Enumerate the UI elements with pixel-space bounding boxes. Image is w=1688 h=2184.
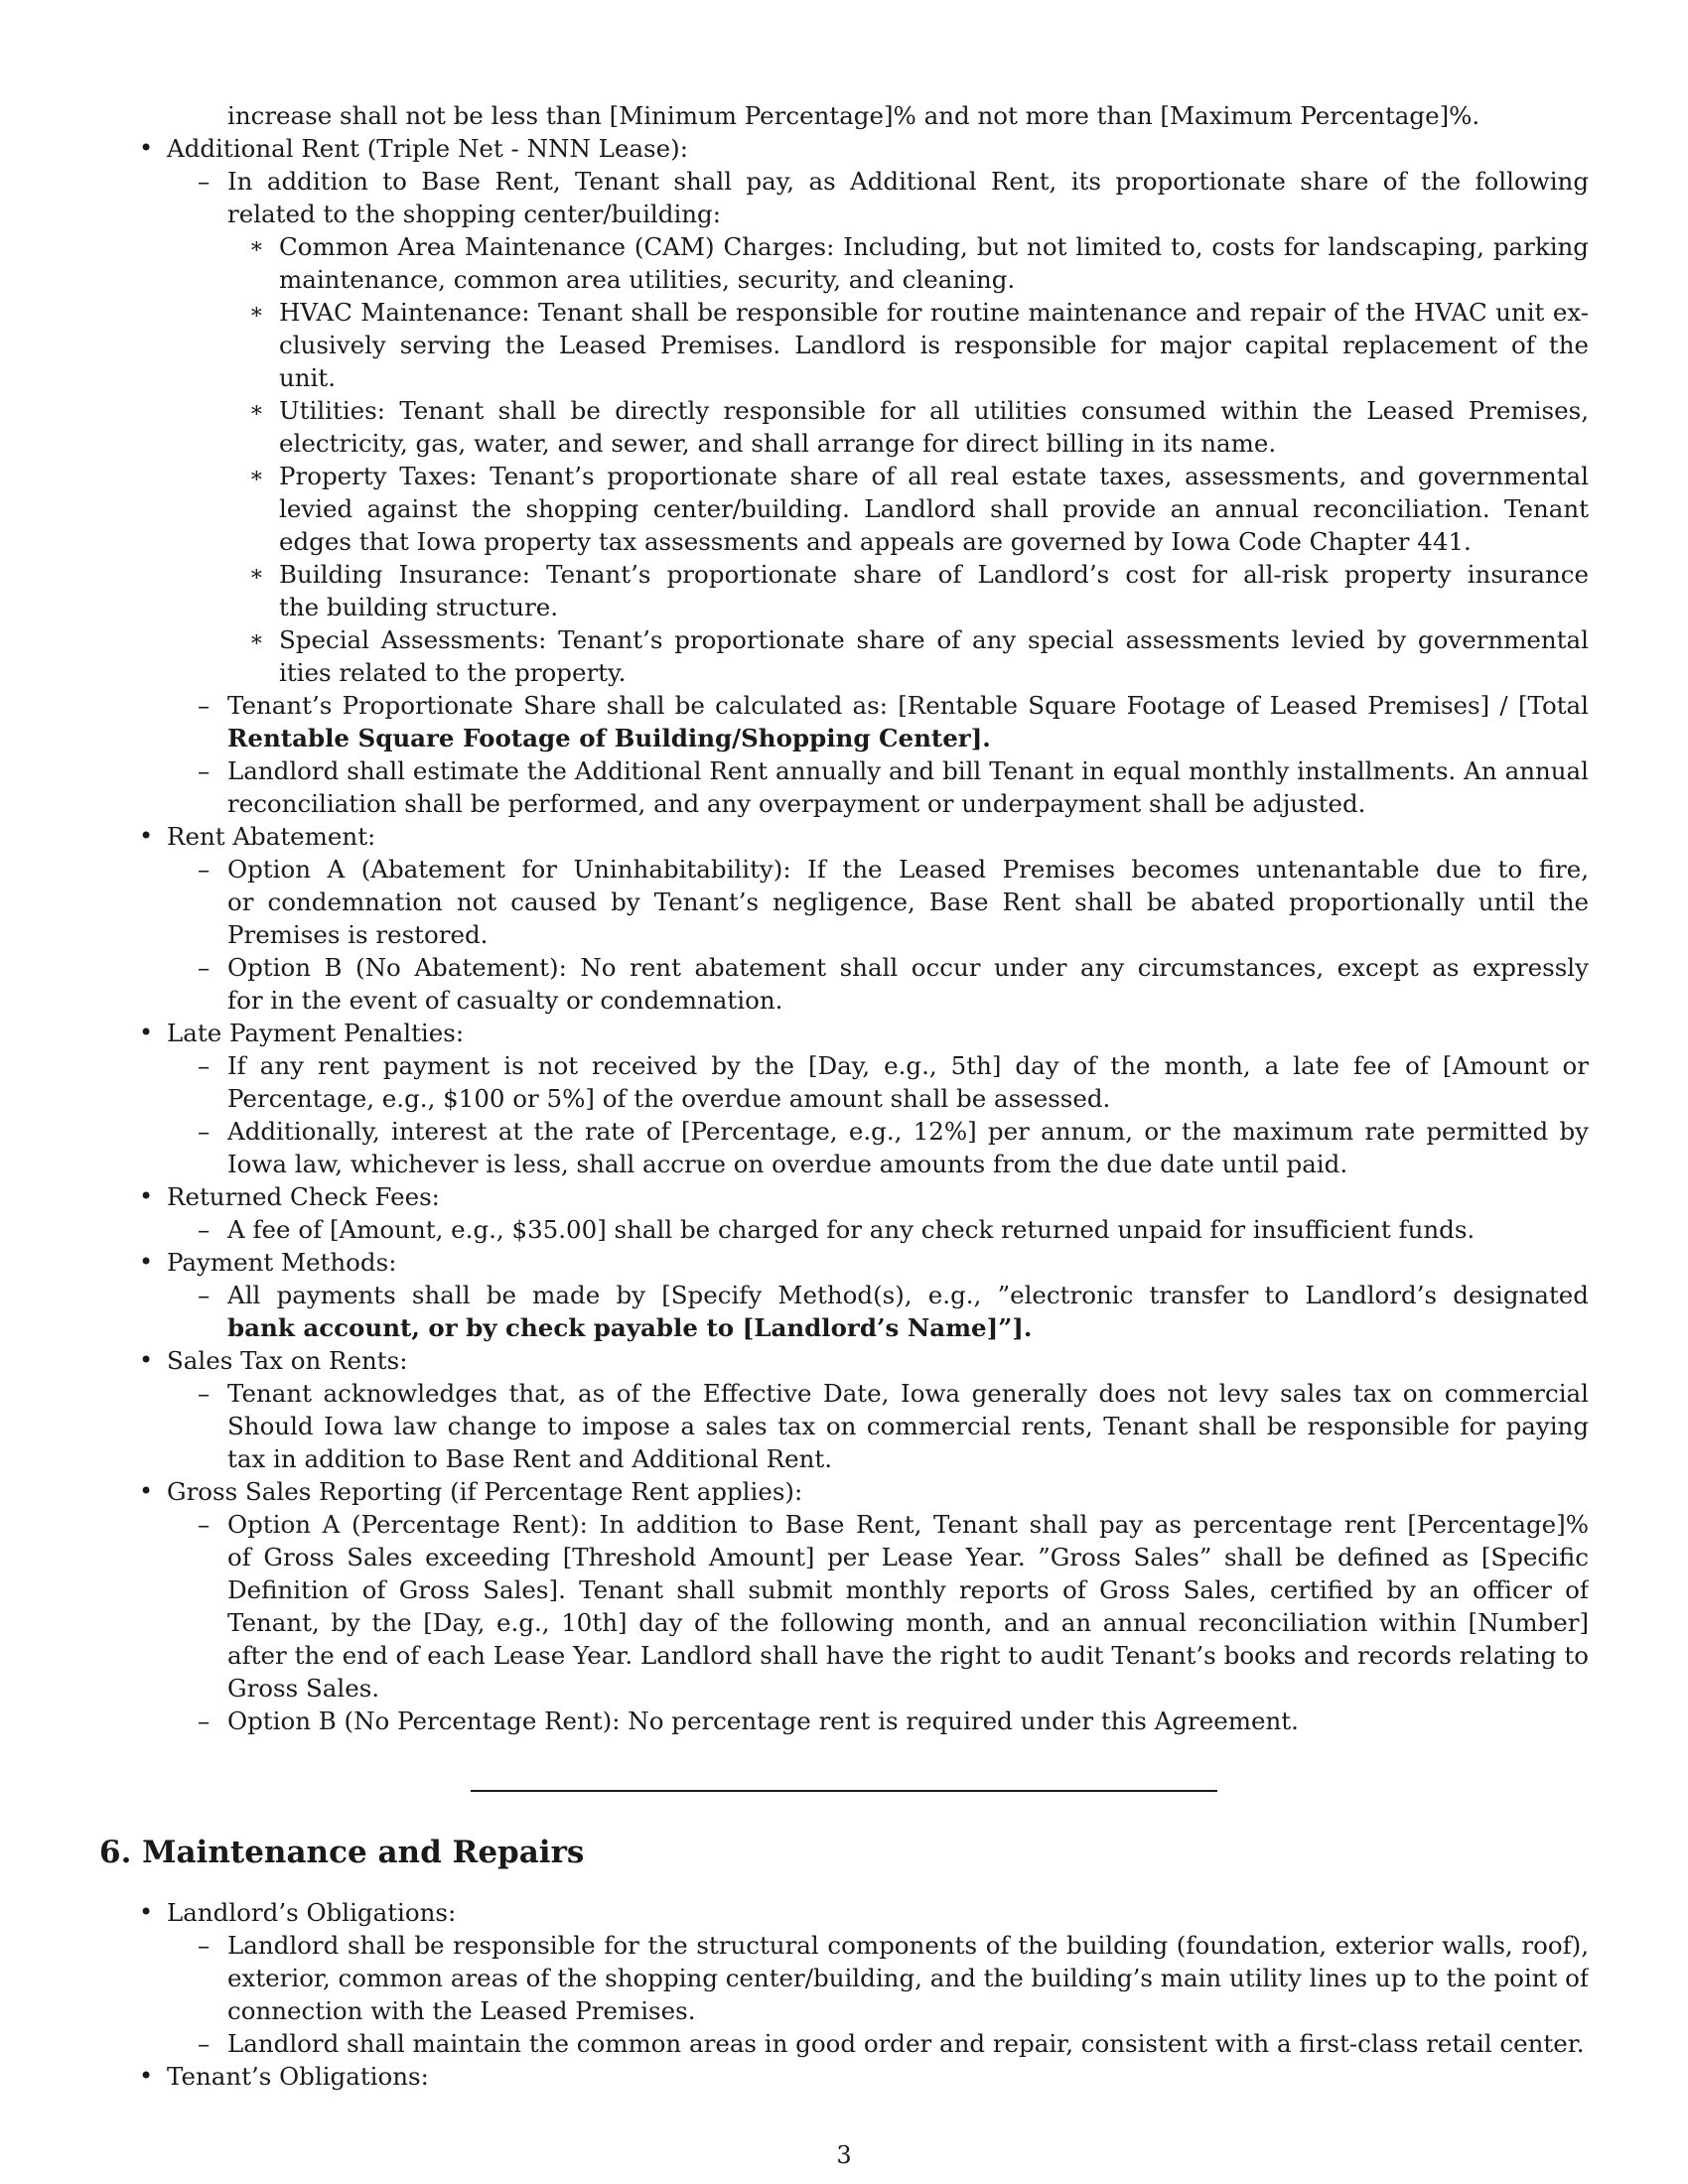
bullet-marker: • <box>139 1248 154 1276</box>
text-line: Returned Check Fees: <box>167 1182 440 1211</box>
bullet-marker: • <box>139 134 154 162</box>
text-line: Option B (No Abatement): No rent abatement shall occur under any circumstances, except as expressly <box>227 953 1589 982</box>
dash-marker: – <box>198 1051 211 1080</box>
dash-marker: – <box>198 953 211 982</box>
text-line: Landlord’s Obligations: <box>167 1898 457 1927</box>
dash-marker: – <box>198 167 211 196</box>
dash-marker: – <box>198 855 211 884</box>
text-line: Special Assessments: Tenant’s proportionate share of any special assessments levied by governmental <box>279 625 1589 654</box>
dash-marker: – <box>198 1510 211 1539</box>
dash-marker: – <box>198 691 211 720</box>
text-line: Additionally, interest at the rate of [Percentage, e.g., 12%] per annum, or the maximum rate permitted by <box>227 1117 1589 1146</box>
text-line: Tenant’s Obligations: <box>167 2062 429 2091</box>
asterisk-marker: ∗ <box>249 627 264 652</box>
text-line: HVAC Maintenance: Tenant shall be responsible for routine maintenance and repair of the HVAC unit ex- <box>279 298 1589 327</box>
asterisk-marker: ∗ <box>249 234 264 259</box>
text-line: bank account, or by check payable to [Landlord’s Name]”]. <box>227 1313 1033 1342</box>
text-line: Landlord shall maintain the common areas in good order and repair, consistent with a first-class retail center. <box>227 2029 1585 2058</box>
text-line: or condemnation not caused by Tenant’s negligence, Base Rent shall be abated proportionally until the <box>227 887 1589 916</box>
text-line: unit. <box>279 363 337 392</box>
text-line: Additional Rent (Triple Net - NNN Lease): <box>167 134 688 163</box>
dash-marker: – <box>198 1379 211 1408</box>
text-line: Gross Sales. <box>227 1674 380 1703</box>
dash-marker: – <box>198 1706 211 1735</box>
horizontal-rule <box>471 1790 1217 1792</box>
asterisk-marker: ∗ <box>249 562 264 587</box>
section-heading: 6. Maintenance and Repairs <box>99 1835 585 1870</box>
text-line: increase shall not be less than [Minimum Percentage]% and not more than [Maximum Percentage]%. <box>227 101 1480 130</box>
text-line: reconciliation shall be performed, and any overpayment or underpayment shall be adjusted. <box>227 789 1366 818</box>
asterisk-marker: ∗ <box>249 464 264 488</box>
text-line: A fee of [Amount, e.g., $35.00] shall be charged for any check returned unpaid for insufficient funds. <box>227 1215 1476 1244</box>
text-line: Common Area Maintenance (CAM) Charges: Including, but not limited to, costs for landscaping, parking <box>279 232 1589 261</box>
text-line: Option A (Percentage Rent): In addition to Base Rent, Tenant shall pay as percentage rent [Percentage]% <box>227 1510 1589 1539</box>
text-line: for in the event of casualty or condemnation. <box>227 986 783 1015</box>
text-line: clusively serving the Leased Premises. Landlord is responsible for major capital replacement of the <box>279 331 1589 359</box>
text-line: electricity, gas, water, and sewer, and shall arrange for direct billing in its name. <box>279 429 1277 458</box>
dash-marker: – <box>198 1931 211 1960</box>
text-line: Option B (No Percentage Rent): No percentage rent is required under this Agreement. <box>227 1706 1299 1735</box>
dash-marker: – <box>198 1281 211 1309</box>
text-line: If any rent payment is not received by the [Day, e.g., 5th] day of the month, a late fee of [Amount or <box>227 1051 1589 1080</box>
text-line: Gross Sales Reporting (if Percentage Rent applies): <box>167 1477 803 1506</box>
text-line: levied against the shopping center/building. Landlord shall provide an annual reconciliation. Tenant <box>279 494 1589 523</box>
dash-marker: – <box>198 1117 211 1146</box>
text-line: Late Payment Penalties: <box>167 1019 465 1047</box>
bullet-marker: • <box>139 1477 154 1505</box>
text-line: Definition of Gross Sales]. Tenant shall submit monthly reports of Gross Sales, certified by an officer of <box>227 1575 1589 1604</box>
text-line: Building Insurance: Tenant’s proportionate share of Landlord’s cost for all-risk property insurance <box>279 560 1589 589</box>
bullet-marker: • <box>139 822 154 850</box>
text-line: connection with the Leased Premises. <box>227 1996 696 2025</box>
bullet-marker: • <box>139 1346 154 1374</box>
text-line: Landlord shall be responsible for the structural components of the building (foundation, exterior walls, roof), <box>227 1931 1589 1960</box>
text-line: Should Iowa law change to impose a sales tax on commercial rents, Tenant shall be responsible for paying <box>227 1412 1589 1440</box>
text-line: Tenant’s Proportionate Share shall be calculated as: [Rentable Square Footage of Leased Premises] / [Total <box>227 691 1589 720</box>
text-line: Tenant, by the [Day, e.g., 10th] day of the following month, and an annual reconciliation within [Number] <box>227 1608 1589 1637</box>
text-line: Utilities: Tenant shall be directly responsible for all utilities consumed within the Leased Premises, <box>279 396 1589 425</box>
text-line: Iowa law, whichever is less, shall accrue on overdue amounts from the due date until paid. <box>227 1150 1348 1178</box>
text-line: Percentage, e.g., $100 or 5%] of the overdue amount shall be assessed. <box>227 1084 1111 1113</box>
text-line: related to the shopping center/building: <box>227 200 721 228</box>
text-line: Option A (Abatement for Uninhabitability): If the Leased Premises becomes untenantable due to fire, <box>227 855 1589 884</box>
asterisk-marker: ∗ <box>249 398 264 423</box>
bullet-marker: • <box>139 2062 154 2090</box>
text-line: Sales Tax on Rents: <box>167 1346 408 1375</box>
dash-marker: – <box>198 756 211 785</box>
text-line: maintenance, common area utilities, security, and cleaning. <box>279 265 1016 294</box>
text-line: of Gross Sales exceeding [Threshold Amount] per Lease Year. ”Gross Sales” shall be defined as [Specific <box>227 1543 1589 1571</box>
text-line: In addition to Base Rent, Tenant shall pay, as Additional Rent, its proportionate share of the following <box>227 167 1589 196</box>
text-line: edges that Iowa property tax assessments and appeals are governed by Iowa Code Chapter 441. <box>279 527 1472 556</box>
dash-marker: – <box>198 1215 211 1244</box>
text-line: Rent Abatement: <box>167 822 376 851</box>
text-line: ities related to the property. <box>279 658 627 687</box>
text-line: Tenant acknowledges that, as of the Effective Date, Iowa generally does not levy sales tax on commercial <box>227 1379 1589 1408</box>
text-line: exterior, common areas of the shopping center/building, and the building’s main utility lines up to the point of <box>227 1964 1589 1992</box>
text-line: the building structure. <box>279 593 559 621</box>
text-line: Rentable Square Footage of Building/Shopping Center]. <box>227 724 991 752</box>
text-line: Landlord shall estimate the Additional Rent annually and bill Tenant in equal monthly installments. An annual <box>227 756 1589 785</box>
text-line: Payment Methods: <box>167 1248 397 1277</box>
text-line: All payments shall be made by [Specify Method(s), e.g., ”electronic transfer to Landlord’s designated <box>227 1281 1589 1309</box>
text-line: Premises is restored. <box>227 920 489 949</box>
text-line: tax in addition to Base Rent and Additional Rent. <box>227 1444 833 1473</box>
bullet-marker: • <box>139 1898 154 1926</box>
page-number: 3 <box>836 2141 852 2169</box>
dash-marker: – <box>198 2029 211 2058</box>
text-line: after the end of each Lease Year. Landlord shall have the right to audit Tenant’s books and records relating to <box>227 1641 1589 1670</box>
asterisk-marker: ∗ <box>249 300 264 325</box>
bullet-marker: • <box>139 1182 154 1210</box>
bullet-marker: • <box>139 1019 154 1046</box>
text-line: Property Taxes: Tenant’s proportionate share of all real estate taxes, assessments, and governmental <box>279 462 1589 490</box>
